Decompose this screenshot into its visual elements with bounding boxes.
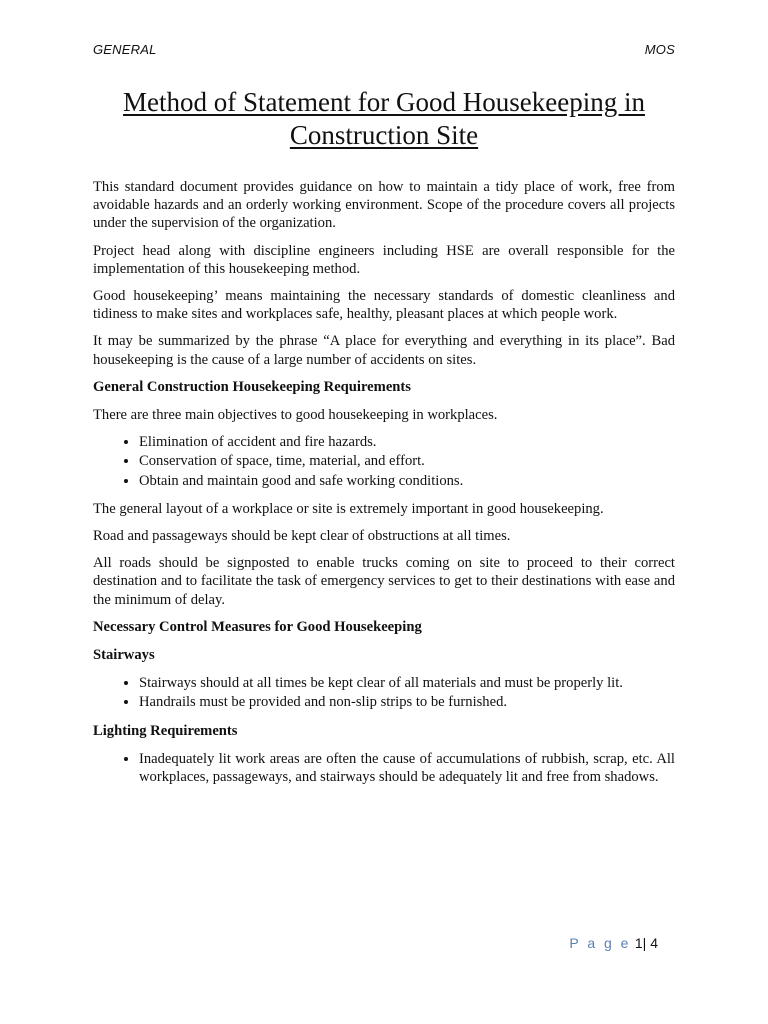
header-right-label: MOS — [644, 42, 675, 57]
section-heading: General Construction Housekeeping Requirements — [93, 378, 411, 395]
body-paragraph: The general layout of a workplace or site is extremely important in good housekeeping. — [93, 500, 604, 517]
list-item: • Elimination of accident and fire hazards. — [139, 433, 675, 451]
page-current: 1 — [634, 935, 643, 951]
header-left-label: GENERAL — [93, 42, 157, 57]
list-item: • Stairways should at all times be kept clear of all materials and must be properly lit. — [139, 674, 675, 692]
list-item: • Obtain and maintain good and safe working conditions. — [139, 472, 675, 490]
section-lead: There are three main objectives to good housekeeping in workplaces. — [93, 407, 498, 424]
list-item: • Conservation of space, time, material, and effort. — [139, 452, 675, 470]
page-number — [569, 935, 658, 951]
document-body — [93, 178, 675, 796]
section-heading: Necessary Control Measures for Good Housekeeping — [93, 618, 422, 635]
page-label: P a g e — [569, 935, 631, 951]
intro-paragraph: It may be summarized by the phrase “A place for everything and everything in its place”. Bad housekeeping is the cause of a large number of accidents on sites. — [93, 333, 675, 368]
objectives-list — [93, 433, 675, 490]
page-separator: | — [642, 935, 647, 951]
body-paragraph: All roads should be signposted to enable trucks coming on site to proceed to their correct destination and to facilitate the task of emergency services to get to their destinations with ease and the minimum of delay. — [93, 555, 675, 608]
intro-paragraph: Good housekeeping’ means maintaining the necessary standards of domestic cleanliness and tidiness to make sites and workplaces safe, healthy, pleasant places at which people work. — [93, 288, 675, 323]
intro-paragraph: This standard document provides guidance on how to maintain a tidy place of work, free from avoidable hazards and an orderly working environment. Scope of the procedure covers all projects under the supervision of the organization. — [93, 179, 675, 232]
document-title: Method of Statement for Good Housekeeping in Construction Site — [123, 87, 645, 150]
stairways-list — [93, 674, 675, 711]
list-item: • Handrails must be provided and non-slip strips to be furnished. — [139, 693, 675, 711]
lighting-list — [93, 750, 675, 786]
list-item: • Inadequately lit work areas are often the cause of accumulations of rubbish, scrap, etc. All workplaces, passageways, and stairways should be adequately lit and free from shadows. — [139, 750, 675, 786]
subsection-heading: Lighting Requirements — [93, 722, 238, 739]
page-total: 4 — [650, 935, 658, 951]
body-paragraph: Road and passageways should be kept clear of obstructions at all times. — [93, 528, 511, 545]
intro-paragraph: Project head along with discipline engineers including HSE are overall responsible for the implementation of this housekeeping method. — [93, 242, 675, 277]
subsection-heading: Stairways — [93, 647, 155, 664]
